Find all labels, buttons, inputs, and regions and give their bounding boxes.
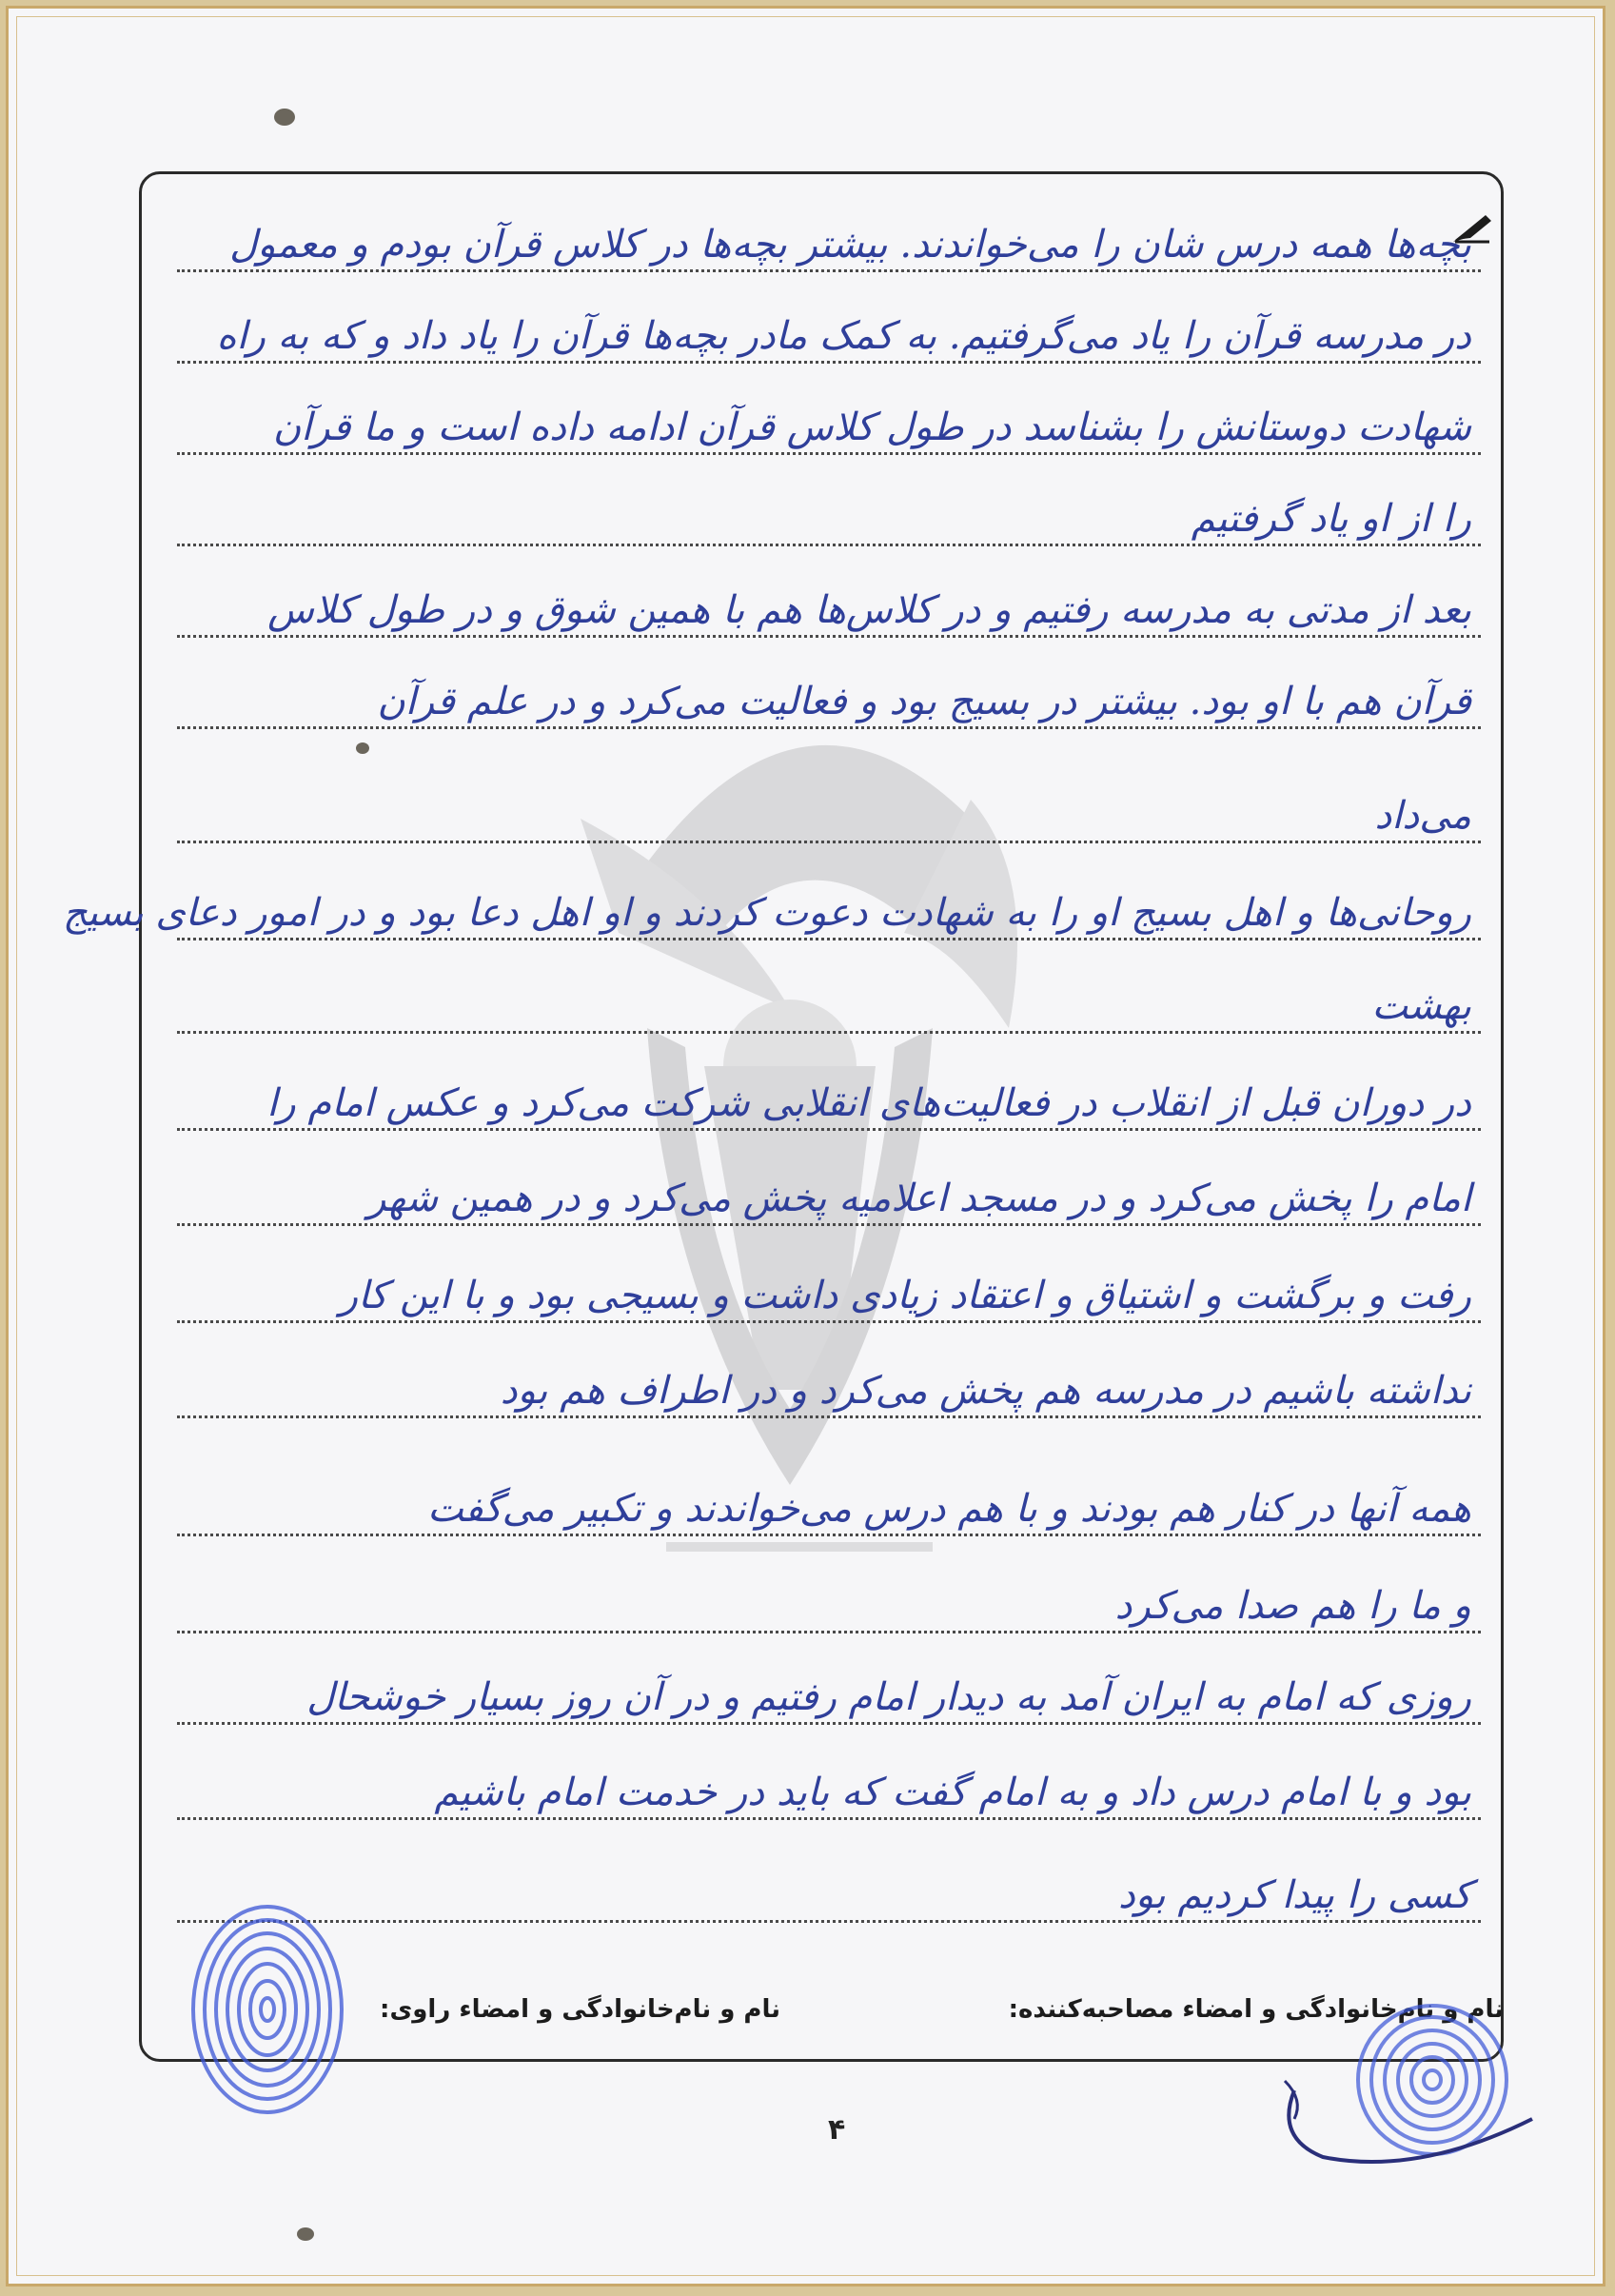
text-line: در مدرسه قرآن را یاد می‌گرفتیم. به کمک مادر بچه‌ها قرآن را یاد داد و که به راه [177,278,1481,369]
text-line: همه آنها در کنار هم بودند و با هم درس می‌خواندند و تکبیر می‌گفت [177,1451,1481,1542]
text-line: نداشته باشیم در مدرسه هم پخش می‌کرد و در اطراف هم بود [177,1333,1481,1424]
text-line: و ما را هم صدا می‌کرد [177,1548,1481,1639]
text-line: در دوران قبل از انقلاب در فعالیت‌های انقلابی شرکت می‌کرد و عکس امام را [177,1045,1481,1137]
text-line: شهادت دوستانش را بشناسد در طول کلاس قرآن ادامه داده است و ما قرآن [177,369,1481,461]
narrator-signature-label: نام و نام‌خانوادگی و امضاء راوی: [380,1995,780,2024]
signature-row [362,1995,1504,2043]
fingerprint-left [187,1900,348,2119]
text-line: می‌داد [177,758,1481,849]
text-line: بود و با امام درس داد و به امام گفت که باید در خدمت امام باشیم [177,1734,1481,1826]
text-line: بهشت [177,948,1481,1039]
interviewer-signature-label: نام و نام‌خانوادگی و امضاء مصاحبه‌کننده: [1008,1995,1504,2024]
handwritten-signature [1266,2062,1551,2176]
text-line: را از او یاد گرفتیم [177,461,1481,552]
text-line: کسی را پیدا کردیم بود [177,1837,1481,1929]
text-line: رفت و برگشت و اشتیاق و اعتقاد زیادی داشت و بسیجی بود و با این کار [177,1237,1481,1329]
text-line: قرآن هم با او بود. بیشتر در بسیج بود و فعالیت می‌کرد و در علم قرآن [177,643,1481,735]
text-line: روزی که امام به ایران آمد به دیدار امام رفتیم و در آن روز بسیار خوشحال [177,1639,1481,1731]
text-line: بعد از مدتی به مدرسه رفتیم و در کلاس‌ها هم با همین شوق و در طول کلاس [177,552,1481,643]
text-line: روحانی‌ها و اهل بسیج او را به شهادت دعوت کردند و او اهل دعا بود و در امور دعای بسیج [177,855,1481,946]
text-line: امام را پخش می‌کرد و در مسجد اعلامیه پخش می‌کرد و در همین شهر [177,1140,1481,1232]
paper-speck [274,109,295,126]
page-number: ۴ [828,2113,846,2147]
paper-speck [297,2227,314,2241]
paper-speck [356,742,369,754]
text-line: بچه‌ها همه درس شان را می‌خواندند. بیشتر بچه‌ها در کلاس قرآن بودم و معمول [177,187,1481,278]
